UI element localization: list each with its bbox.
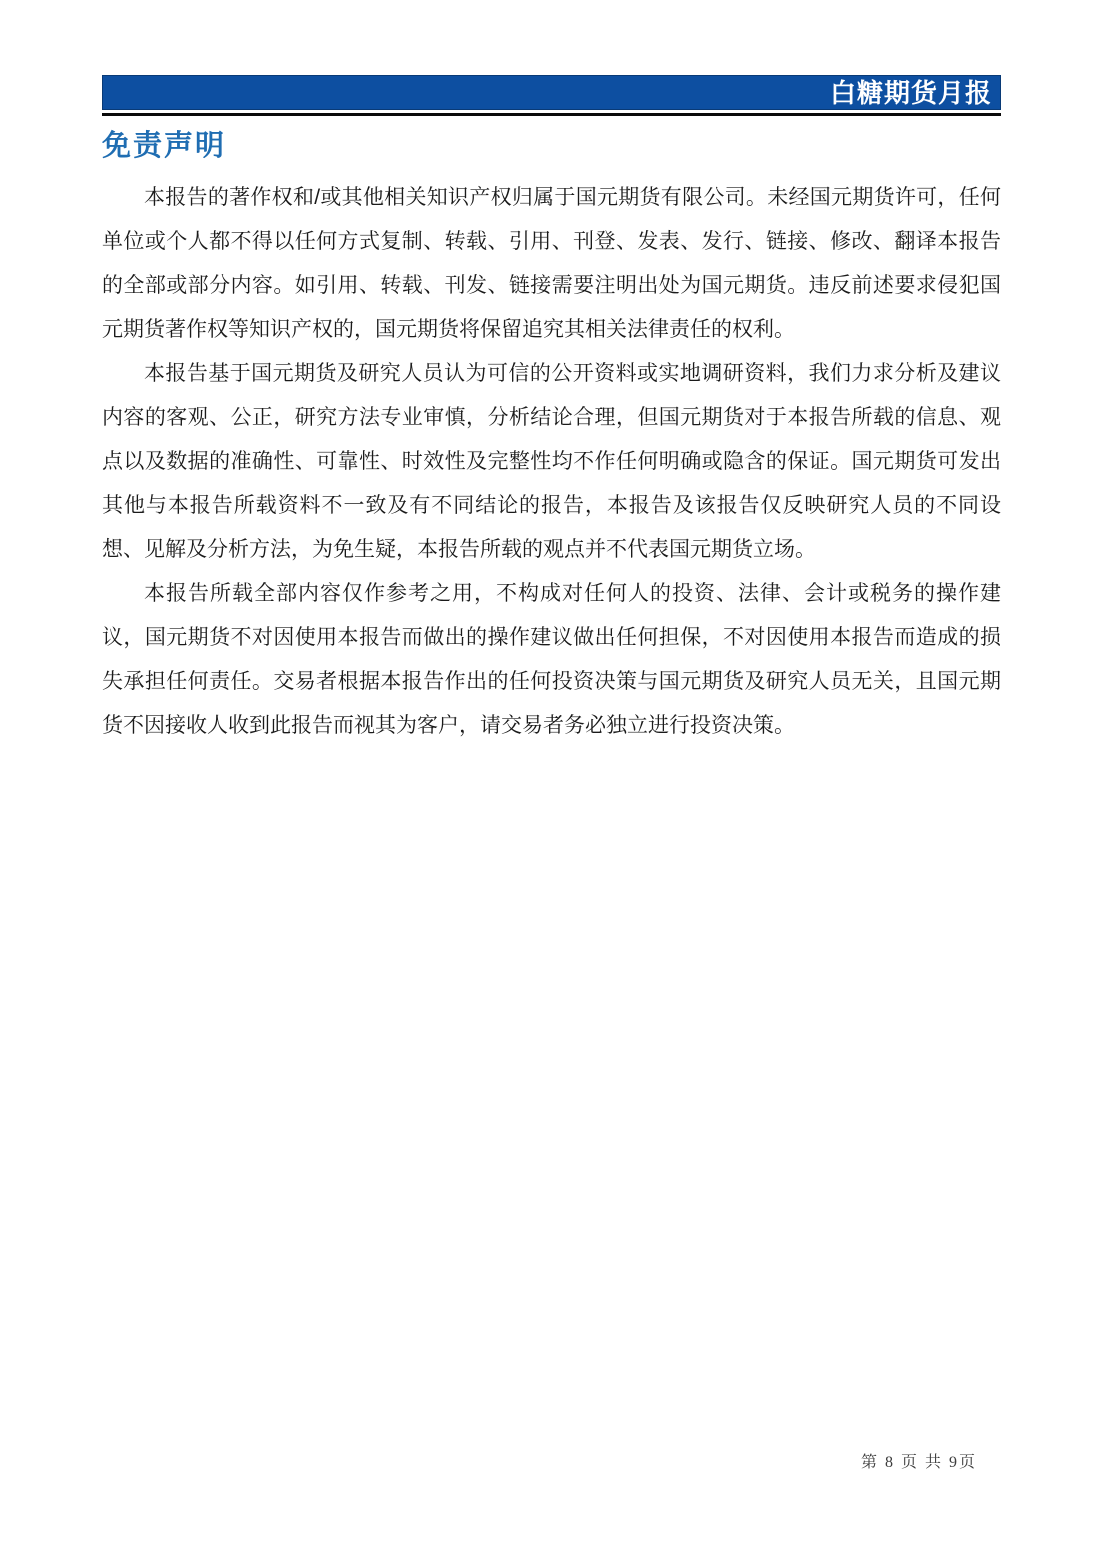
disclaimer-paragraph-accuracy: 本报告基于国元期货及研究人员认为可信的公开资料或实地调研资料，我们力求分析及建议内容的客观、公正，研究方法专业审慎，分析结论合理，但国元期货对于本报告所载的信息、观点以及数据的准确性、可靠性、时效性及完整性均不作任何明确或隐含的保证。国元期货可发出其他与本报告所载资料不一致及有不同结论的报告，本报告及该报告仅反映研究人员的不同设想、见解及分析方法，为免生疑，本报告所载的观点并不代表国元期货立场。 [102, 362, 1001, 561]
page-content [102, 75, 1001, 748]
report-title: 白糖期货月报 [829, 77, 992, 108]
disclaimer-paragraph-copyright: 本报告的著作权和/或其他相关知识产权归属于国元期货有限公司。未经国元期货许可，任何单位或个人都不得以任何方式复制、转载、引用、刊登、发表、发行、链接、修改、翻译本报告的全部或部分内容。如引用、转载、刊发、链接需要注明出处为国元期货。违反前述要求侵犯国元期货著作权等知识产权的，国元期货将保留追究其相关法律责任的权利。 [102, 186, 1001, 341]
disclaimer-body [102, 176, 1001, 748]
header-bar [102, 75, 1001, 110]
header-divider [102, 113, 1001, 116]
disclaimer-heading: 免责声明 [102, 130, 227, 162]
page-number: 第 8 页 共 9页 [860, 1454, 977, 1471]
disclaimer-paragraph-liability: 本报告所载全部内容仅作参考之用，不构成对任何人的投资、法律、会计或税务的操作建议，国元期货不对因使用本报告而做出的操作建议做出任何担保，不对因使用本报告而造成的损失承担任何责任。交易者根据本报告作出的任何投资决策与国元期货及研究人员无关，且国元期货不因接收人收到此报告而视其为客户，请交易者务必独立进行投资决策。 [102, 582, 1001, 737]
